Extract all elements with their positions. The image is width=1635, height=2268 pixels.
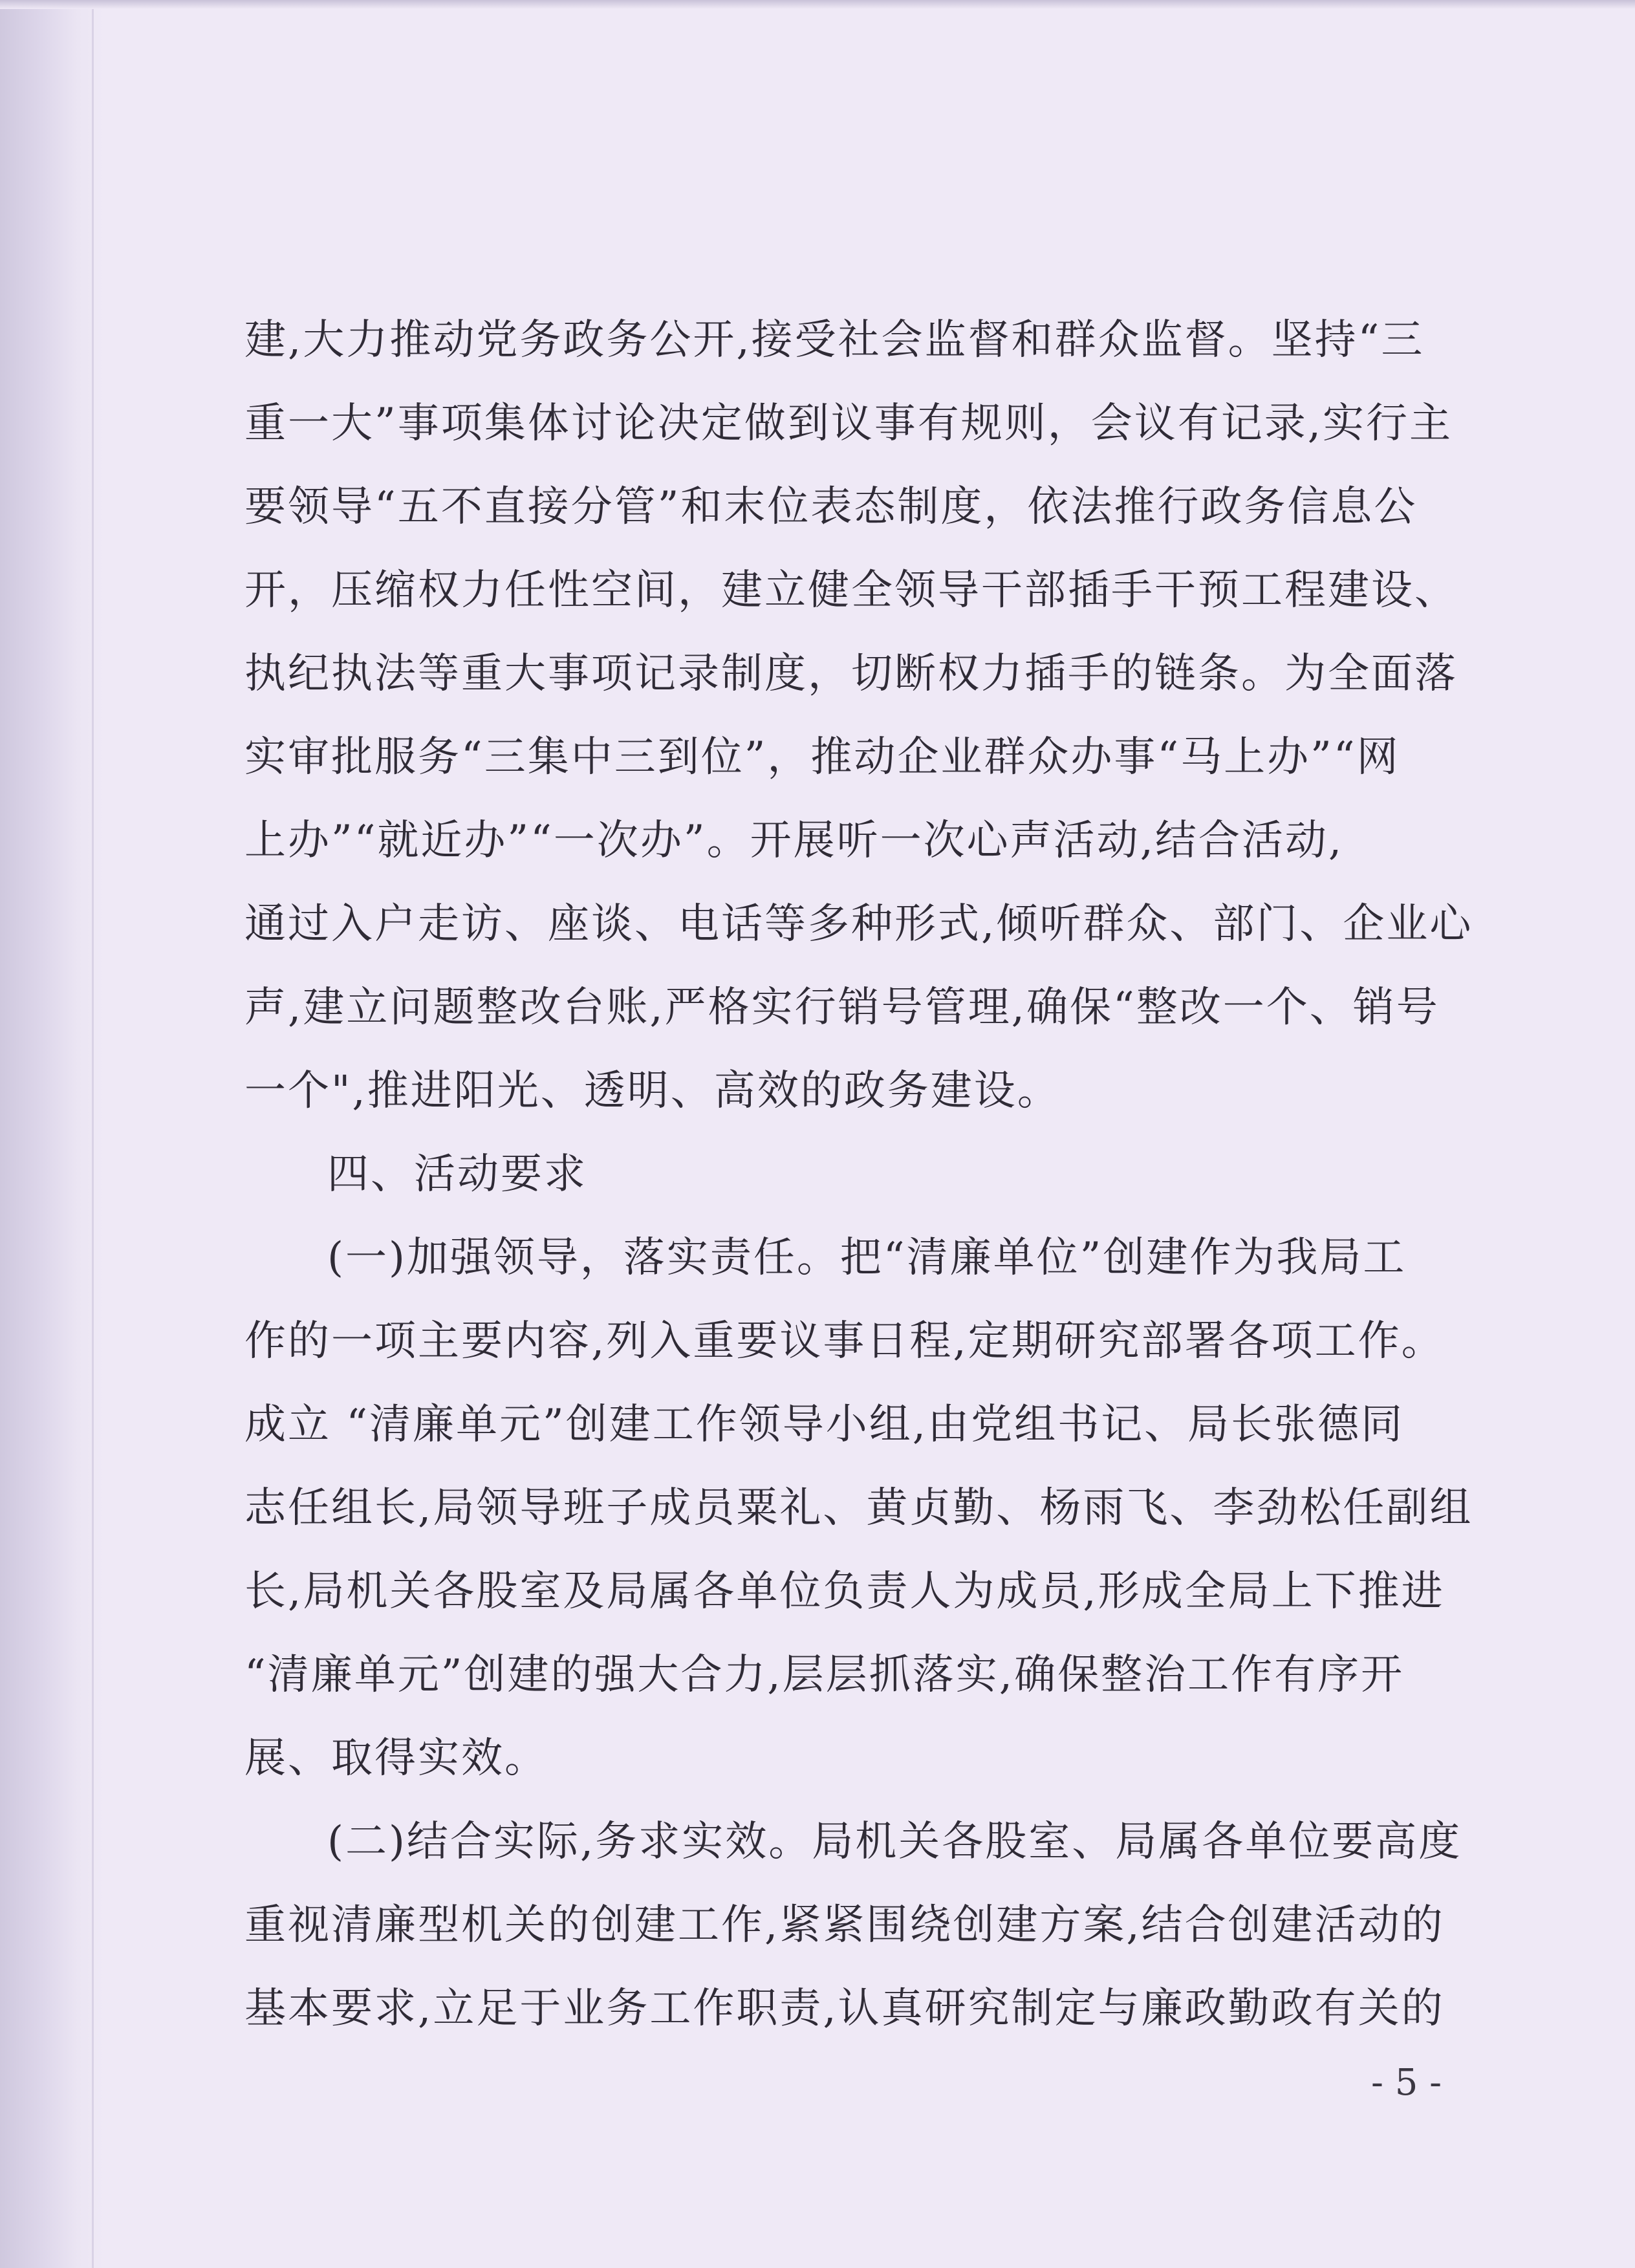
binding-line — [92, 0, 94, 2268]
paragraph-start-line: (一)加强领导，落实责任。把“清廉单位”创建作为我局工 — [327, 1234, 1407, 1282]
text-line: 一个",推进阳光、透明、高效的政务建设。 — [244, 1067, 1061, 1115]
binding-shadow — [0, 0, 103, 2268]
text-line: 开，压缩权力任性空间，建立健全领导干部插手干预工程建设、 — [244, 567, 1458, 614]
text-line: 建,大力推动党务政务公开,接受社会监督和群众监督。坚持“三 — [244, 316, 1425, 364]
text-line: 展、取得实效。 — [244, 1734, 548, 1782]
text-line: 重一大”事项集体讨论决定做到议事有规则，会议有记录,实行主 — [244, 400, 1453, 448]
text-line: 实审批服务“三集中三到位”，推动企业群众办事“马上办”“网 — [244, 733, 1400, 781]
page-number: - 5 - — [1371, 2062, 1442, 2104]
text-line: 要领导“五不直接分管”和末位表态制度，依法推行政务信息公 — [244, 483, 1418, 531]
text-line: 重视清廉型机关的创建工作,紧紧围绕创建方案,结合创建活动的 — [244, 1901, 1445, 1949]
text-line: 通过入户走访、座谈、电话等多种形式,倾听群众、部门、企业心 — [244, 900, 1473, 948]
text-line: 基本要求,立足于业务工作职责,认真研究制定与廉政勤政有关的 — [244, 1985, 1445, 2033]
text-line: 志任组长,局领导班子成员粟礼、黄贞勤、杨雨飞、李劲松任副组 — [244, 1484, 1473, 1532]
text-line: 上办”“就近办”“一次办”。开展听一次心声活动,结合活动, — [244, 817, 1344, 865]
section-heading: 四、活动要求 — [327, 1150, 587, 1198]
text-line: 声,建立问题整改台账,严格实行销号管理,确保“整改一个、销号 — [244, 984, 1440, 1031]
text-line: 成立 “清廉单元”创建工作领导小组,由党组书记、局长张德同 — [244, 1401, 1405, 1449]
text-line: 长,局机关各股室及局属各单位负责人为成员,形成全局上下推进 — [244, 1568, 1445, 1615]
top-edge-shadow — [0, 0, 1635, 9]
paragraph-start-line: (二)结合实际,务求实效。局机关各股室、局属各单位要高度 — [327, 1818, 1462, 1866]
text-line: 作的一项主要内容,列入重要议事日程,定期研究部署各项工作。 — [244, 1317, 1445, 1365]
body-text — [244, 299, 1473, 2051]
text-line: “清廉单元”创建的强大合力,层层抓落实,确保整治工作有序开 — [244, 1651, 1405, 1699]
text-line: 执纪执法等重大事项记录制度，切断权力插手的链条。为全面落 — [244, 650, 1458, 698]
